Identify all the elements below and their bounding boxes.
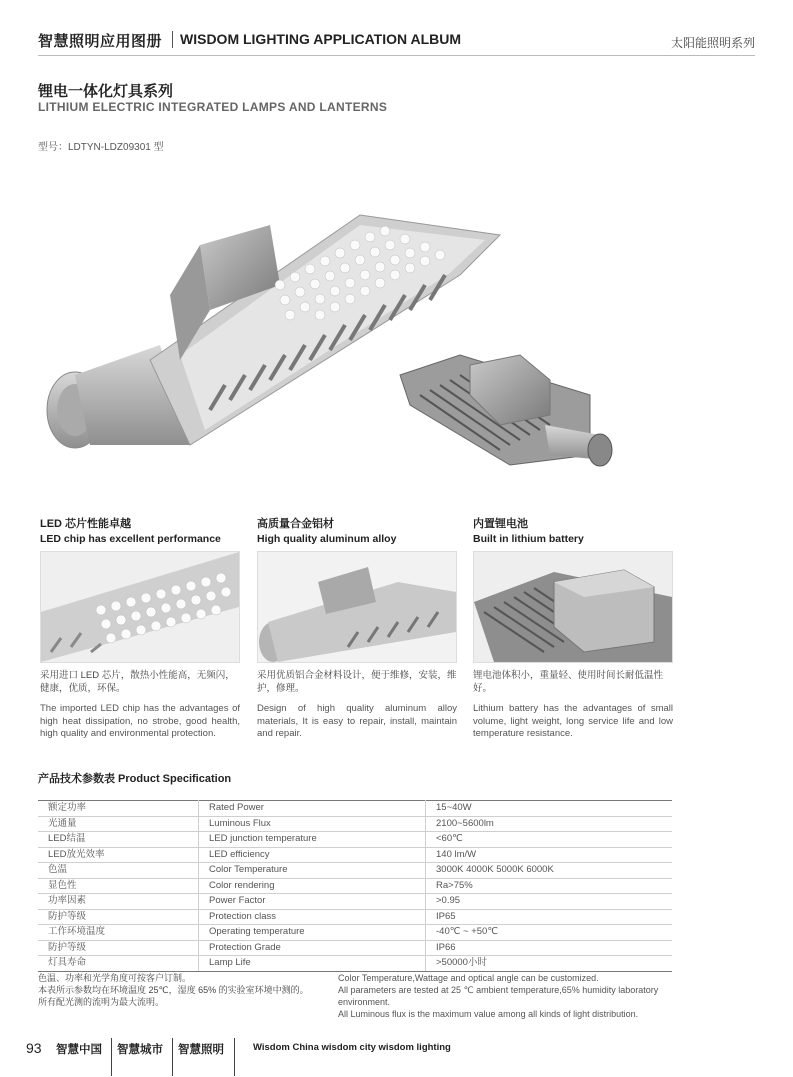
spec-value: IP65 bbox=[426, 909, 673, 925]
spec-row bbox=[38, 909, 672, 925]
header-rule bbox=[38, 55, 755, 56]
note-en-1: Color Temperature,Wattage and optical angle can be customized. bbox=[338, 973, 599, 983]
spec-value: 2100~5600lm bbox=[426, 816, 673, 832]
spec-label-cn: 功率因素 bbox=[38, 894, 199, 910]
feature-title-en: Built in lithium battery bbox=[473, 533, 584, 545]
album-title-cn: 智慧照明应用图册 bbox=[38, 33, 163, 50]
footer-divider bbox=[172, 1038, 173, 1076]
spec-label-en: Luminous Flux bbox=[199, 816, 426, 832]
spec-label-cn: LED放光效率 bbox=[38, 847, 199, 863]
spec-label-en: Protection Grade bbox=[199, 940, 426, 956]
spec-label-cn: 额定功率 bbox=[38, 801, 199, 817]
spec-value: 15~40W bbox=[426, 801, 673, 817]
lithium-battery-image bbox=[473, 551, 673, 663]
product-hero-image bbox=[30, 195, 630, 495]
spec-label-en: Power Factor bbox=[199, 894, 426, 910]
spec-label-cn: 色温 bbox=[38, 863, 199, 879]
model-number: 型号：LDTYN-LDZ09301 型 bbox=[38, 142, 164, 153]
feature-desc-cn: 锂电池体积小，重量轻、使用时间长耐低温性好。 bbox=[473, 670, 664, 694]
spec-label-cn: 光通量 bbox=[38, 816, 199, 832]
feature-title-cn: LED 芯片性能卓越 bbox=[40, 518, 132, 530]
spec-label-en: Color rendering bbox=[199, 878, 426, 894]
spec-label-en: Protection class bbox=[199, 909, 426, 925]
notes-cn bbox=[38, 972, 338, 1008]
spec-row bbox=[38, 956, 672, 972]
note-cn-1: 色温、功率和光学角度可按客户订制。 bbox=[38, 973, 192, 983]
note-cn-3: 所有配光测的流明为最大流明。 bbox=[38, 997, 165, 1007]
spec-row bbox=[38, 894, 672, 910]
album-title-en: WISDOM LIGHTING APPLICATION ALBUM bbox=[180, 31, 462, 47]
header-divider bbox=[172, 31, 173, 48]
spec-value: >0.95 bbox=[426, 894, 673, 910]
spec-label-en: LED efficiency bbox=[199, 847, 426, 863]
spec-table bbox=[38, 800, 672, 972]
led-chip-image bbox=[40, 551, 240, 663]
spec-value: <60℃ bbox=[426, 832, 673, 848]
spec-table-title: 产品技术参数表 Product Specification bbox=[38, 773, 232, 785]
spec-label-en: Rated Power bbox=[199, 801, 426, 817]
small-lamp-illustration bbox=[400, 355, 612, 466]
notes-en bbox=[338, 972, 678, 1020]
spec-label-cn: 显色性 bbox=[38, 878, 199, 894]
spec-value: 3000K 4000K 5000K 6000K bbox=[426, 863, 673, 879]
spec-row bbox=[38, 832, 672, 848]
spec-row bbox=[38, 878, 672, 894]
feature-title-en: LED chip has excellent performance bbox=[40, 533, 221, 545]
spec-row bbox=[38, 816, 672, 832]
footer-item-1: 智慧中国 bbox=[56, 1044, 102, 1056]
section-title-en: LITHIUM ELECTRIC INTEGRATED LAMPS AND LANTERNS bbox=[38, 100, 388, 114]
spec-label-en: Operating temperature bbox=[199, 925, 426, 941]
page-number: 93 bbox=[26, 1040, 42, 1056]
spec-value: >50000小时 bbox=[426, 956, 673, 972]
feature-aluminum-alloy bbox=[257, 515, 457, 741]
spec-value: IP66 bbox=[426, 940, 673, 956]
spec-label-cn: 防护等级 bbox=[38, 940, 199, 956]
spec-label-cn: 灯具寿命 bbox=[38, 956, 199, 972]
section-title-cn: 锂电一体化灯具系列 bbox=[38, 83, 174, 100]
spec-label-cn: LED结温 bbox=[38, 832, 199, 848]
footer-divider bbox=[234, 1038, 235, 1076]
feature-desc-cn: 采用优质铝合金材料设计，便于维修，安装，维护，修理。 bbox=[257, 670, 457, 694]
spec-row bbox=[38, 847, 672, 863]
feature-desc-en: Design of high quality aluminum alloy materials, It is easy to repair, install, maintain and repair. bbox=[257, 703, 457, 739]
spec-value: 140 lm/W bbox=[426, 847, 673, 863]
spec-label-en: Color Temperature bbox=[199, 863, 426, 879]
footer-item-2: 智慧城市 bbox=[117, 1044, 163, 1056]
spec-value: Ra>75% bbox=[426, 878, 673, 894]
feature-title-cn: 内置锂电池 bbox=[473, 518, 528, 530]
spec-value: -40℃ ~ +50℃ bbox=[426, 925, 673, 941]
spec-label-cn: 工作环境温度 bbox=[38, 925, 199, 941]
spec-row bbox=[38, 863, 672, 879]
feature-title-cn: 高质量合金铝材 bbox=[257, 518, 334, 530]
note-en-2: All parameters are tested at 25 ℃ ambient temperature,65% humidity laboratory environment. bbox=[338, 985, 659, 1007]
feature-desc-cn: 采用进口 LED 芯片，散热小性能高，无频闪，健康，优质，环保。 bbox=[40, 670, 235, 694]
feature-desc-en: The imported LED chip has the advantages of high heat dissipation, no strobe, good health, high quality and environmental protection. bbox=[40, 703, 240, 739]
series-label: 太阳能照明系列 bbox=[670, 36, 755, 50]
note-en-3: All Luminous flux is the maximum value among all kinds of light distribution. bbox=[338, 1009, 639, 1019]
aluminum-alloy-image bbox=[257, 551, 457, 663]
spec-label-cn: 防护等级 bbox=[38, 909, 199, 925]
spec-row bbox=[38, 925, 672, 941]
footer-item-3: 智慧照明 bbox=[178, 1044, 224, 1056]
spec-row bbox=[38, 801, 672, 817]
feature-lithium-battery bbox=[473, 515, 673, 741]
spec-label-en: Lamp Life bbox=[199, 956, 426, 972]
note-cn-2: 本表所示参数均在环境温度 25℃，湿度 65% 的实验室环境中测的。 bbox=[38, 985, 309, 995]
feature-led-chip bbox=[40, 515, 240, 741]
spec-label-en: LED junction temperature bbox=[199, 832, 426, 848]
spec-row bbox=[38, 940, 672, 956]
footer-slogan-en: Wisdom China wisdom city wisdom lighting bbox=[253, 1042, 451, 1053]
footer-divider bbox=[111, 1038, 112, 1076]
feature-title-en: High quality aluminum alloy bbox=[257, 533, 397, 545]
feature-desc-en: Lithium battery has the advantages of small volume, light weight, long service life and low temperature resistance. bbox=[473, 703, 673, 739]
